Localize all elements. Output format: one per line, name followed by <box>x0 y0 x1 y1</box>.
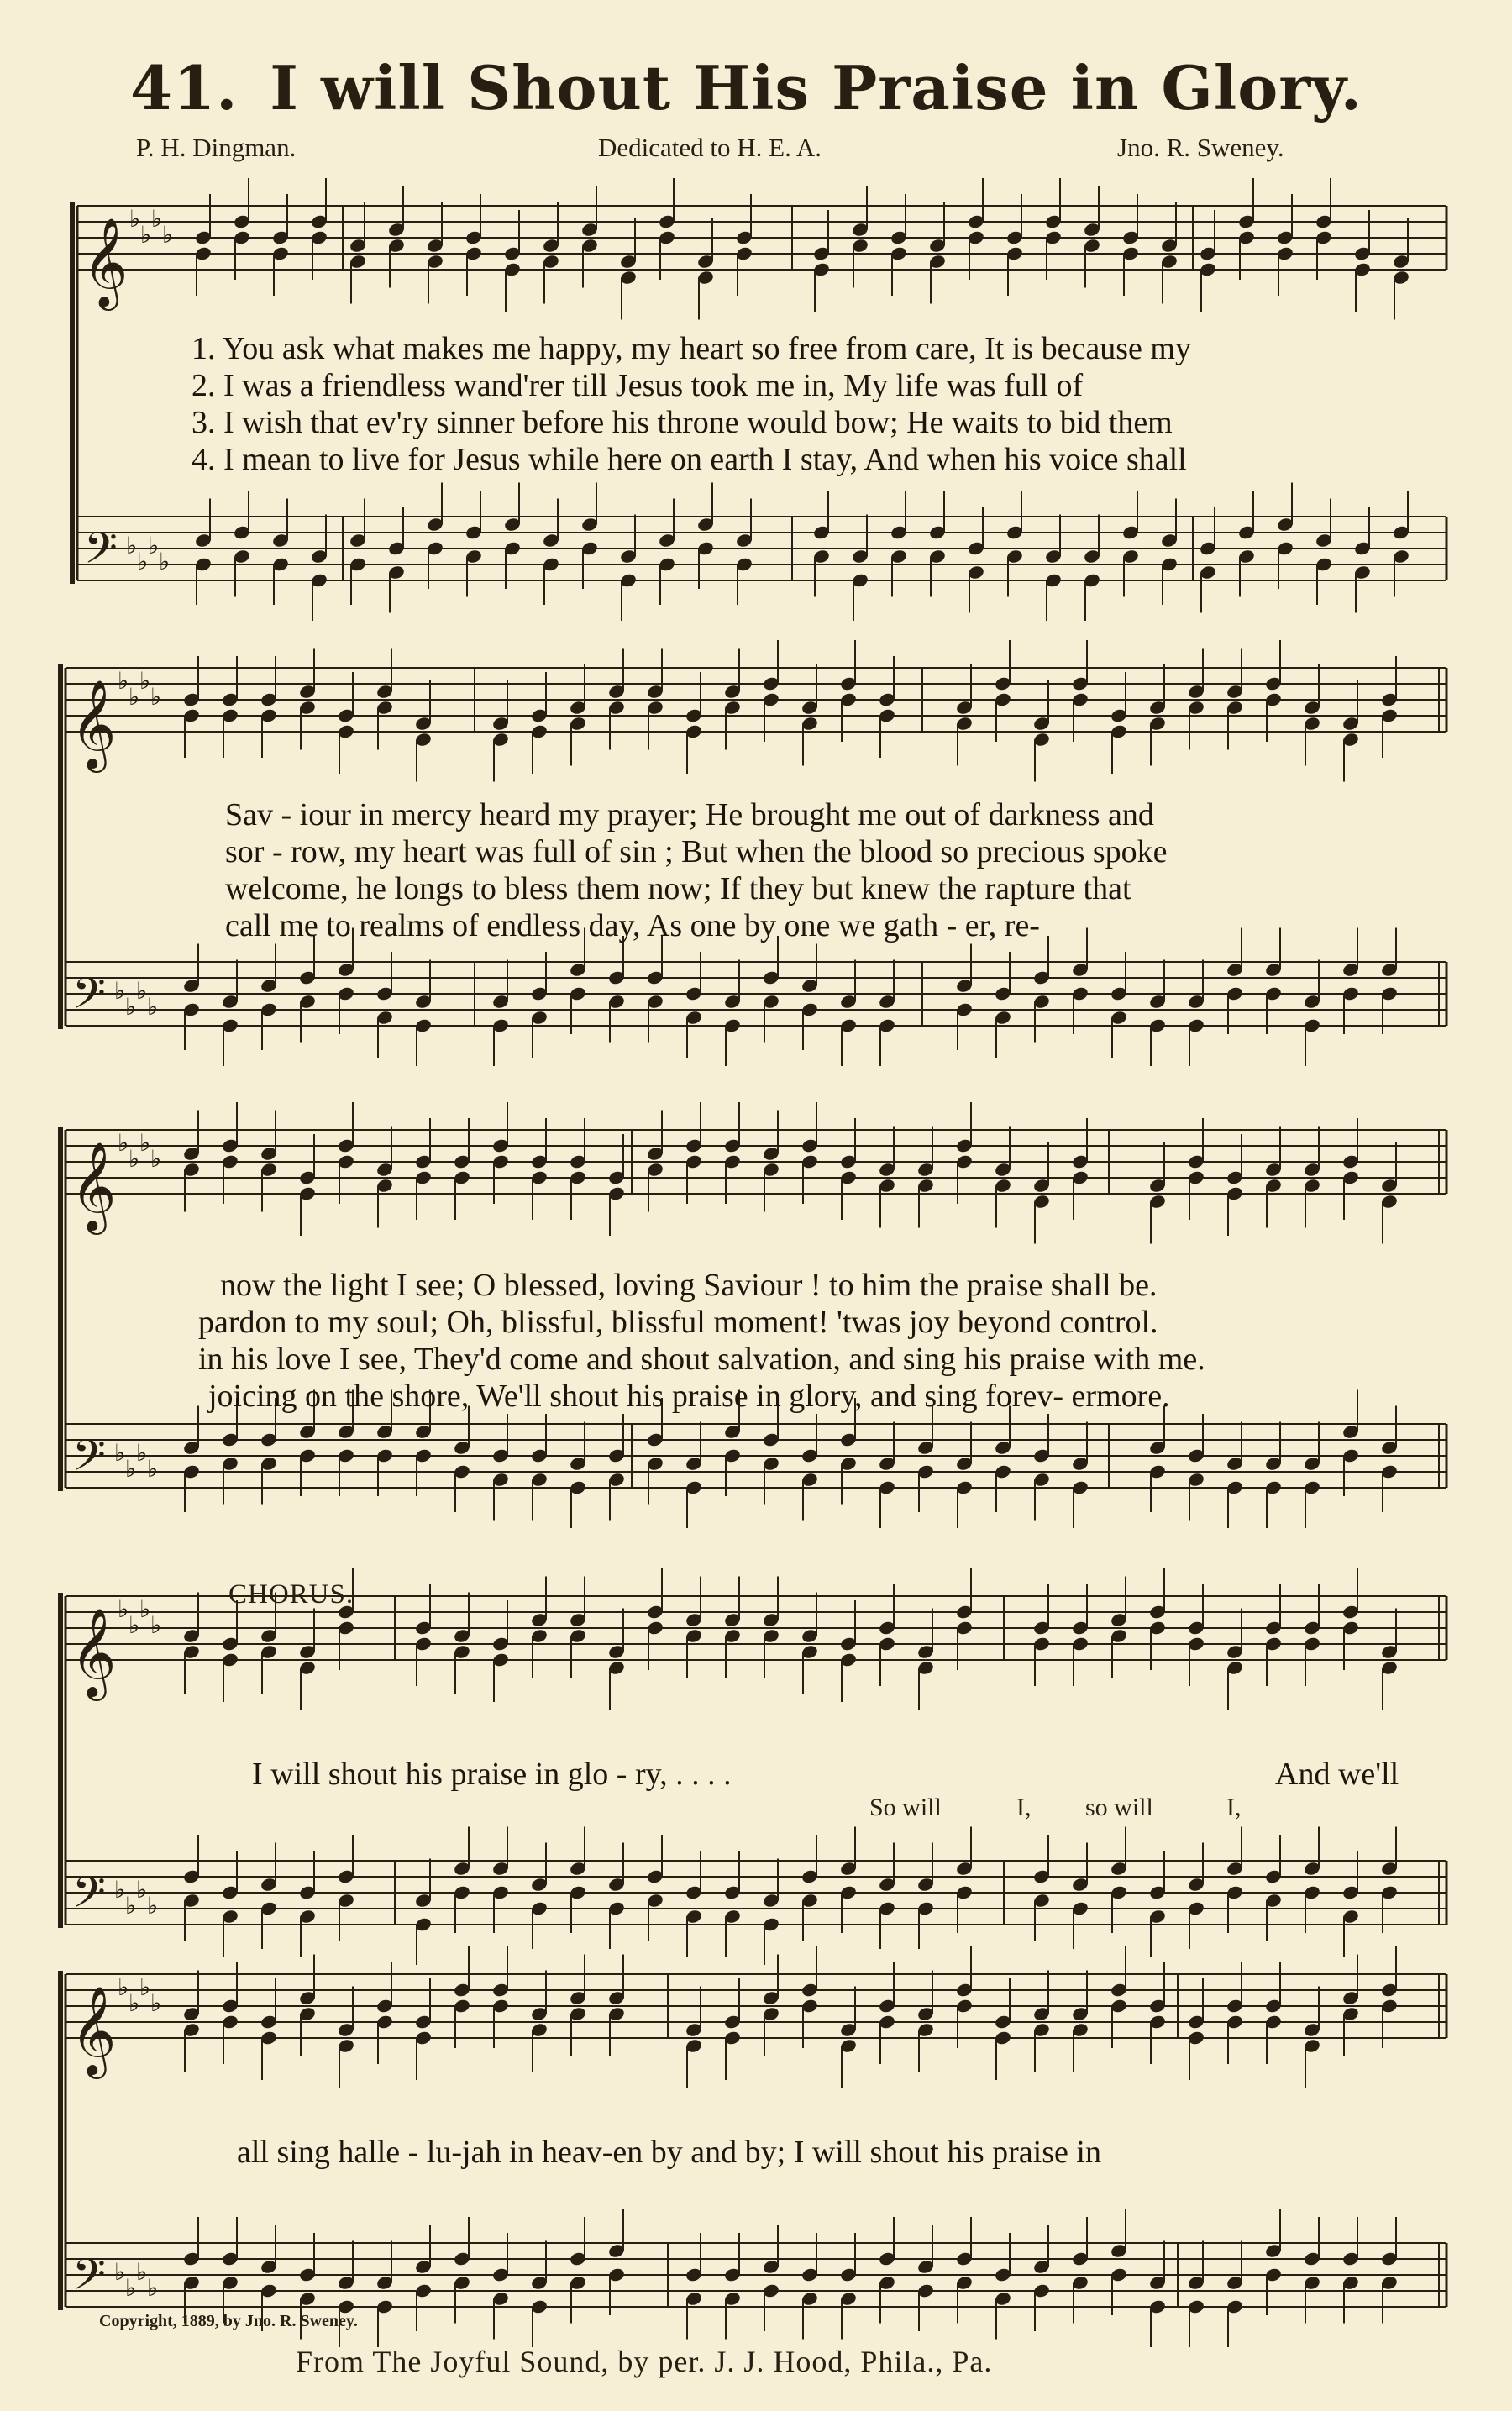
composer-credit: Jno. R. Sweney. <box>1117 133 1284 162</box>
clef-glyph: 𝄢 <box>72 968 106 1029</box>
clef-glyph: ♭ <box>114 977 126 1005</box>
clef-glyph: ♭ <box>150 683 162 711</box>
clef-glyph: ♭ <box>147 2274 159 2302</box>
clef-glyph: ♭ <box>114 2258 126 2286</box>
clef-glyph: ♭ <box>139 1973 151 2001</box>
clef-glyph: ♭ <box>136 977 148 1005</box>
verse-line: Sav - iour in mercy heard my prayer; He brought me out of darkness and <box>225 797 1154 833</box>
clef-glyph: ♭ <box>150 1145 162 1173</box>
clef-glyph: ♭ <box>118 667 129 695</box>
clef-glyph: ♭ <box>125 2274 137 2302</box>
clef-glyph: 𝄞 <box>71 1141 117 1231</box>
hymn-number: 41. <box>130 52 239 123</box>
clef-glyph: 𝄞 <box>71 1985 117 2075</box>
clef-glyph: ♭ <box>136 2258 148 2286</box>
verse-line: pardon to my soul; Oh, blissful, blissful moment! 'twas joy beyond control. <box>198 1305 1158 1340</box>
clef-glyph: 𝄢 <box>72 1430 106 1491</box>
clef-glyph: ♭ <box>147 1892 159 1920</box>
clef-glyph: ♭ <box>162 221 174 249</box>
clef-glyph: ♭ <box>159 548 171 575</box>
clef-glyph: 𝄞 <box>71 679 117 769</box>
clef-glyph: ♭ <box>139 667 151 695</box>
clef-glyph: ♭ <box>125 1455 137 1483</box>
clef-glyph: ♭ <box>137 548 149 575</box>
chorus-line-end: And we'll <box>1275 1757 1399 1792</box>
verse-line: 1. You ask what makes me happy, my heart so free from care, It is because my <box>192 331 1191 366</box>
clef-glyph: ♭ <box>114 1876 126 1904</box>
clef-glyph: ♭ <box>129 1989 140 2017</box>
chorus-line: all sing halle - lu-jah in heav-en by and by; I will shout his praise in <box>237 2135 1101 2170</box>
lyricist-credit: P. H. Dingman. <box>136 133 297 162</box>
clef-glyph: ♭ <box>151 205 163 233</box>
verse-line: 3. I wish that ev'ry sinner before his throne would bow; He waits to bid them <box>192 405 1173 440</box>
verse-line: in his love I see, They'd come and shout salvation, and sing his praise with me. <box>198 1342 1205 1377</box>
verse-line: welcome, he longs to bless them now; If they but knew the rapture that <box>225 871 1131 906</box>
chorus-response: so will <box>1085 1794 1153 1821</box>
clef-glyph: ♭ <box>140 221 152 249</box>
hymn-title: I will Shout His Praise in Glory. <box>270 52 1362 123</box>
clef-glyph: ♭ <box>147 1455 159 1483</box>
clef-glyph: ♭ <box>147 993 159 1021</box>
clef-glyph: ♭ <box>139 1129 151 1157</box>
clef-glyph: ♭ <box>118 1595 129 1623</box>
clef-glyph: ♭ <box>150 1989 162 2017</box>
clef-glyph: ♭ <box>118 1129 129 1157</box>
copyright-notice: Copyright, 1889, by Jno. R. Sweney. <box>99 2312 358 2330</box>
clef-glyph: 𝄢 <box>72 1867 106 1928</box>
clef-glyph: ♭ <box>136 1876 148 1904</box>
clef-glyph: ♭ <box>148 532 160 559</box>
clef-glyph: ♭ <box>129 1145 140 1173</box>
clef-glyph: 𝄞 <box>82 217 129 307</box>
clef-glyph: ♭ <box>118 1973 129 2001</box>
clef-glyph: ♭ <box>136 1439 148 1467</box>
clef-glyph: ♭ <box>129 205 141 233</box>
clef-glyph: ♭ <box>125 993 137 1021</box>
verse-line: joicing on the shore, We'll shout his praise in glory, and sing forev- ermore. <box>208 1379 1170 1414</box>
clef-glyph: 𝄢 <box>72 2249 106 2310</box>
chorus-response: So will <box>869 1794 942 1821</box>
chorus-label: CHORUS. <box>228 1579 354 1610</box>
clef-glyph: ♭ <box>126 532 138 559</box>
clef-glyph: 𝄢 <box>84 523 118 584</box>
chorus-line: I will shout his praise in glo - ry, . . . . <box>252 1757 732 1792</box>
verse-line: 4. I mean to live for Jesus while here on earth I stay, And when his voice shall <box>192 442 1187 477</box>
verse-line: sor - row, my heart was full of sin ; But when the blood so precious spoke <box>225 834 1168 869</box>
clef-glyph: ♭ <box>129 1611 140 1639</box>
verse-line: now the light I see; O blessed, loving Saviour ! to him the praise shall be. <box>220 1268 1158 1303</box>
clef-glyph: ♭ <box>139 1595 151 1623</box>
source-credit: From The Joyful Sound, by per. J. J. Hood, Phila., Pa. <box>296 2345 993 2378</box>
clef-glyph: ♭ <box>150 1611 162 1639</box>
clef-glyph: ♭ <box>125 1892 137 1920</box>
dedication: Dedicated to H. E. A. <box>598 133 822 162</box>
clef-glyph: 𝄞 <box>71 1607 117 1697</box>
verse-line: call me to realms of endless day, As one by one we gath - er, re- <box>225 908 1040 943</box>
clef-glyph: ♭ <box>114 1439 126 1467</box>
clef-glyph: ♭ <box>129 683 140 711</box>
chorus-response: I, <box>1016 1794 1032 1821</box>
chorus-response: I, <box>1226 1794 1242 1821</box>
verse-line: 2. I was a friendless wand'rer till Jesus took me in, My life was full of <box>192 368 1084 403</box>
